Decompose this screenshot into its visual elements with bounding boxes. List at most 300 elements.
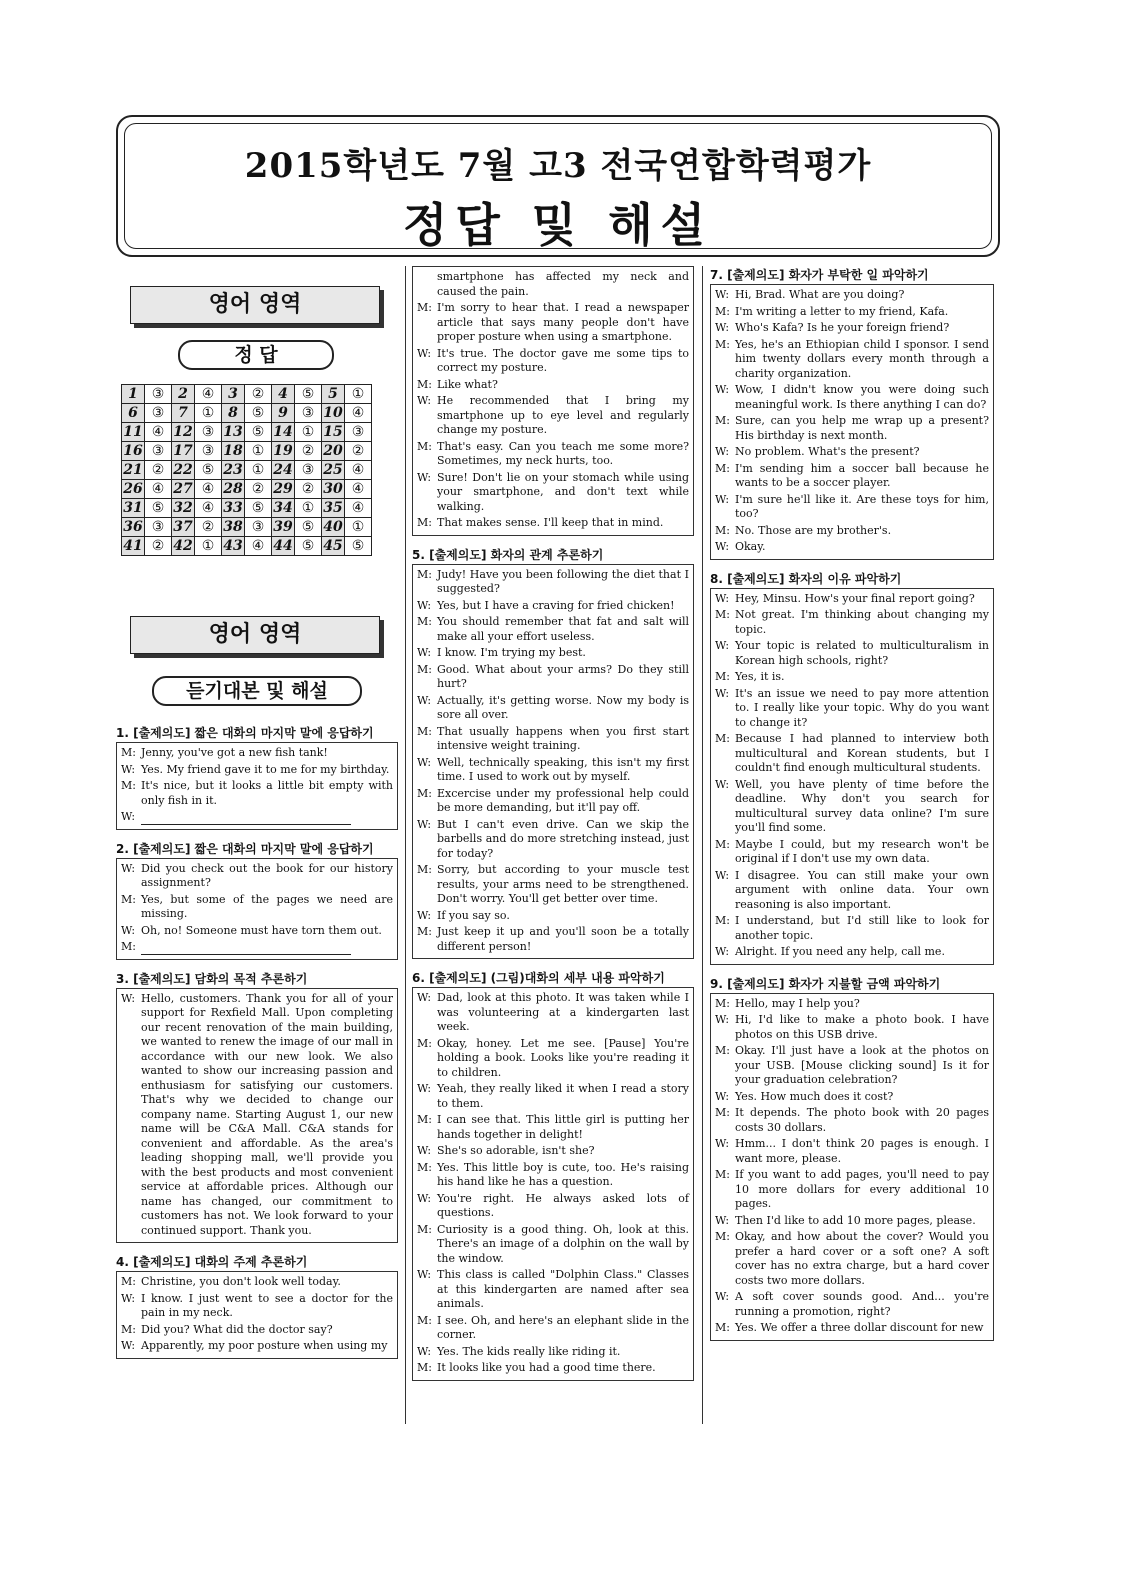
- answer-mark: ③: [145, 385, 172, 404]
- dialogue-line: [417, 1345, 689, 1360]
- dialogue-line: [715, 321, 989, 336]
- answer-mark: ⑤: [195, 461, 222, 480]
- question-number: 28: [223, 481, 243, 497]
- dialogue-line: [417, 863, 689, 907]
- question-number: 8: [222, 404, 245, 423]
- speaker-label: M:: [715, 1044, 730, 1057]
- question-heading: 2. [출제의도] 짧은 대화의 마지막 말에 응답하기: [116, 841, 374, 856]
- speaker-label: W:: [715, 288, 730, 301]
- line-text: Not great. I'm thinking about changing my topic.: [735, 608, 989, 636]
- dialogue-line: [417, 378, 689, 393]
- answer-mark: ②: [195, 518, 222, 537]
- speaker-label: W:: [121, 1339, 136, 1352]
- dialogue-line: [417, 1082, 689, 1111]
- answer-blank: [141, 943, 351, 955]
- dialogue-line: [715, 524, 989, 539]
- line-text: Alright. If you need any help, call me.: [735, 945, 945, 958]
- speaker-label: W:: [417, 693, 432, 707]
- dialogue-line: [417, 615, 689, 644]
- line-text: No problem. What's the present?: [735, 445, 920, 458]
- speaker-label: W:: [715, 591, 730, 605]
- answer-mark: ①: [245, 442, 272, 461]
- dialogue-line: [417, 516, 689, 531]
- line-text: Yes. We offer a three dollar discount for new: [735, 1321, 984, 1334]
- line-text: Then I'd like to add 10 more pages, please.: [735, 1213, 976, 1227]
- speaker-label: W:: [715, 1089, 730, 1103]
- speaker-label: M:: [417, 786, 432, 800]
- question-number: 10: [323, 405, 343, 421]
- dialogue-line: [715, 639, 989, 668]
- question-number: 23: [223, 462, 243, 478]
- dialogue-line: [417, 1361, 689, 1376]
- dialogue-line: [715, 540, 989, 555]
- line-text: Yeah, they really liked it when I read a story to them.: [437, 1082, 689, 1110]
- line-text: I see. Oh, and here's an elephant slide in the corner.: [437, 1313, 689, 1341]
- line-text: I know. I just went to see a doctor for the pain in my neck.: [141, 1291, 393, 1319]
- speaker-label: M:: [417, 1361, 432, 1374]
- line-text: I know. I'm trying my best.: [437, 646, 586, 659]
- answer-mark: ③: [295, 404, 322, 423]
- line-text: But I can't even drive. Can we skip the barbells and do more stretching instead, just for today?: [437, 817, 689, 860]
- line-text: Okay, honey. Let me see. [Pause] You're holding a book. Looks like you're reading it to children.: [437, 1036, 689, 1079]
- dialogue-box: [116, 988, 398, 1244]
- question-number: 30: [323, 481, 343, 497]
- speaker-label: M:: [417, 301, 432, 314]
- question-number: 29: [273, 481, 293, 497]
- line-text: Okay, and how about the cover? Would you prefer a hard cover or a soft one? A soft cover has no extra charge, but a hard cover costs two more dollars.: [735, 1230, 989, 1287]
- dialogue-line: [715, 670, 989, 685]
- question-heading: 6. [출제의도] (그림)대화의 세부 내용 파악하기: [412, 971, 665, 985]
- dialogue-line: [715, 383, 989, 412]
- dialogue-line: [715, 997, 989, 1012]
- question-number: 45: [323, 538, 343, 554]
- question-number: 1: [122, 385, 145, 404]
- dialogue-line: [417, 270, 689, 299]
- speaker-label: M:: [715, 608, 730, 621]
- answer-mark: ①: [245, 461, 272, 480]
- dialogue-line: [417, 1113, 689, 1142]
- question-number: 18: [223, 443, 243, 459]
- line-text: Maybe I could, but my research won't be original if I don't use my own data.: [735, 837, 989, 865]
- answer-mark: ③: [145, 518, 172, 537]
- question-heading: 1. [출제의도] 짧은 대화의 마지막 말에 응답하기: [116, 726, 374, 740]
- question-number: 12: [173, 424, 193, 440]
- page-title: 2015학년도 7월 고3 전국연합학력평가: [244, 146, 872, 186]
- question-number: 44: [273, 538, 293, 554]
- speaker-label: M:: [417, 863, 432, 876]
- dialogue-line: [417, 599, 689, 614]
- line-text: Sure, can you help me wrap up a present? His birthday is next month.: [735, 414, 989, 442]
- dialogue-line: [715, 945, 989, 960]
- line-text: Well, you have plenty of time before the deadline. Why don't you search for multicultural survey data online? I'm sure you'll find some.: [735, 777, 989, 834]
- speaker-label: W:: [715, 639, 730, 652]
- question-number: 34: [273, 500, 293, 516]
- answer-mark: ⑤: [245, 404, 272, 423]
- speaker-label: M:: [715, 1230, 730, 1243]
- col2-questions: [412, 546, 694, 1381]
- speaker-label: W:: [417, 1082, 432, 1095]
- dialogue-line: [417, 1161, 689, 1190]
- answer-mark: ①: [295, 499, 322, 518]
- speaker-label: M:: [417, 439, 432, 453]
- question-block: [710, 975, 994, 1341]
- answer-row: [122, 480, 372, 499]
- line-text: Yes, he's an Ethiopian child I sponsor. I send him twenty dollars every month through a charity organization.: [735, 337, 989, 380]
- line-text: Your topic is related to multiculturalism in Korean high schools, right?: [735, 639, 989, 667]
- question-number: 16: [123, 443, 143, 459]
- speaker-label: W:: [121, 762, 136, 776]
- speaker-label: W:: [417, 646, 432, 659]
- question-number: 43: [223, 538, 243, 554]
- speaker-label: M:: [417, 567, 432, 581]
- speaker-label: M:: [121, 1322, 136, 1336]
- question-number: 20: [323, 443, 343, 459]
- dialogue-line: [121, 779, 393, 808]
- question-number: 36: [123, 519, 143, 535]
- line-text: You should remember that fat and salt will make all your effort useless.: [437, 615, 689, 643]
- line-text: Hello, customers. Thank you for all of your support for Rexfield Mall. Upon completing our recent renovation of the main building, we wanted to renew the image of our mall in accordance with our new look. We also wanted to show our increasing passion and enthusiasm for satisfying our customers. That's why we decided to change our company name. Starting August 1, our new name will be C&A Mall. C&A stands for convenient and affordable. As the area's leading shopping mall, we'll provide you with the best products and most convenient service at affordable prices. Although our name has changed, our commitment to customers has not. We look forward to your continued support. Thank you.: [141, 991, 393, 1237]
- dialogue-line: [417, 663, 689, 692]
- speaker-label: M:: [715, 914, 730, 927]
- dialogue-line: [121, 746, 393, 761]
- dialogue-line: [121, 862, 393, 891]
- line-text: He recommended that I bring my smartphone up to eye level and regularly change my posture.: [437, 394, 689, 436]
- section-title-english: 영어 영역: [130, 286, 380, 324]
- question-block: [116, 840, 398, 960]
- dialogue-line: [121, 940, 393, 955]
- answer-mark: ④: [145, 480, 172, 499]
- speaker-label: W:: [121, 1291, 136, 1305]
- answer-mark: ②: [295, 442, 322, 461]
- question-number: 15: [323, 424, 343, 440]
- speaker-label: M:: [417, 377, 432, 391]
- question-number: 19: [273, 443, 293, 459]
- question-number: 4: [272, 385, 295, 404]
- question-number: 3: [222, 385, 245, 404]
- answer-row: [122, 499, 372, 518]
- question-number: 38: [223, 519, 243, 535]
- column-1: [116, 266, 398, 1359]
- speaker-label: W:: [417, 598, 432, 612]
- speaker-label: M:: [715, 670, 730, 683]
- line-text: [141, 940, 393, 955]
- question-heading: 9. [출제의도] 화자가 지불할 금액 파악하기: [710, 976, 941, 991]
- question-number: 33: [223, 500, 243, 516]
- dialogue-line: [715, 1290, 989, 1319]
- question-number: 11: [123, 424, 143, 440]
- script-pill: 듣기대본 및 해설: [152, 676, 362, 706]
- dialogue-line: [715, 608, 989, 637]
- line-text: Sure! Don't lie on your stomach while using your smartphone, and don't text while walking.: [437, 470, 689, 513]
- speaker-label: W:: [715, 321, 730, 334]
- line-text: I can see that. This little girl is putting her hands together in delight!: [437, 1113, 689, 1141]
- line-text: Jenny, you've got a new fish tank!: [141, 746, 328, 759]
- speaker-label: M:: [121, 1275, 136, 1288]
- speaker-label: M:: [715, 732, 730, 745]
- line-text: Wow, I didn't know you were doing such meaningful work. Is there anything I can do?: [735, 383, 989, 411]
- question-block: [710, 570, 994, 965]
- speaker-label: W:: [715, 686, 730, 700]
- dialogue-line: [715, 1137, 989, 1166]
- line-text: Dad, look at this photo. It was taken while I was volunteering at a kindergarten last week.: [437, 991, 689, 1033]
- speaker-label: W:: [715, 1013, 730, 1026]
- line-text: Hi, Brad. What are you doing?: [735, 288, 905, 301]
- line-text: It depends. The photo book with 20 pages costs 30 dollars.: [735, 1106, 989, 1134]
- answer-row: [122, 518, 372, 537]
- dialogue-line: [417, 568, 689, 597]
- dialogue-line: [715, 687, 989, 731]
- line-text: I'm sure he'll like it. Are these toys for him, too?: [735, 492, 989, 520]
- answer-row: [122, 385, 372, 404]
- answer-row: [122, 423, 372, 442]
- dialogue-line: [417, 646, 689, 661]
- line-text: Because I had planned to interview both multicultural and Korean students, but I couldn't find enough multicultural students.: [735, 732, 989, 774]
- speaker-label: M:: [715, 996, 730, 1010]
- answer-table: [121, 384, 372, 556]
- col3-questions: [710, 266, 994, 1341]
- dialogue-line: [715, 1321, 989, 1336]
- line-text: Christine, you don't look well today.: [141, 1275, 341, 1288]
- speaker-label: M:: [417, 516, 432, 529]
- line-text: [141, 810, 393, 825]
- speaker-label: W:: [417, 1344, 432, 1358]
- dialogue-line: [121, 1292, 393, 1321]
- answer-mark: ①: [345, 385, 372, 404]
- answers-pill: 정 답: [178, 340, 334, 370]
- line-text: Hello, may I help you?: [735, 996, 860, 1010]
- speaker-label: W:: [417, 394, 432, 407]
- question-number: 6: [122, 404, 145, 423]
- speaker-label: W:: [121, 991, 136, 1005]
- dialogue-line: [121, 1339, 393, 1354]
- answer-mark: ④: [145, 423, 172, 442]
- line-text: Hey, Minsu. How's your final report going?: [735, 591, 975, 605]
- speaker-label: W:: [417, 470, 432, 484]
- line-text: It's true. The doctor gave me some tips to correct my posture.: [437, 346, 689, 374]
- speaker-label: W:: [121, 923, 136, 937]
- speaker-label: M:: [121, 746, 136, 759]
- question-number: 21: [123, 462, 143, 478]
- line-text: That makes sense. I'll keep that in mind.: [437, 516, 664, 529]
- answer-mark: ②: [245, 480, 272, 499]
- question-block: [412, 969, 694, 1381]
- dialogue-line: [715, 1230, 989, 1288]
- dialogue-box: [116, 858, 398, 960]
- speaker-label: M:: [417, 925, 432, 938]
- answer-row: [122, 442, 372, 461]
- speaker-label: W:: [417, 908, 432, 922]
- answer-mark: ②: [295, 480, 322, 499]
- dialogue-line: [715, 778, 989, 836]
- speaker-label: M:: [121, 779, 136, 792]
- speaker-label: W:: [715, 540, 730, 553]
- answer-mark: ④: [195, 499, 222, 518]
- speaker-label: M:: [715, 1106, 730, 1119]
- dialogue-box: [710, 993, 994, 1341]
- line-text: Just keep it up and you'll soon be a totally different person!: [437, 925, 689, 953]
- dialogue-box: [412, 987, 694, 1381]
- dialogue-line: [417, 440, 689, 469]
- dialogue-line: [121, 992, 393, 1239]
- answer-mark: ⑤: [145, 499, 172, 518]
- answer-mark: ②: [345, 442, 372, 461]
- speaker-label: M:: [715, 337, 730, 351]
- question-block: [412, 546, 694, 960]
- speaker-label: M:: [417, 662, 432, 676]
- line-text: This class is called "Dolphin Class." Classes at this kindergarten are named after sea animals.: [437, 1268, 689, 1310]
- answer-mark: ④: [195, 385, 222, 404]
- question-number: 7: [172, 404, 195, 423]
- dialogue-box: [710, 284, 994, 560]
- line-text: Yes. The kids really like riding it.: [437, 1344, 621, 1358]
- answer-mark: ②: [245, 385, 272, 404]
- speaker-label: M:: [715, 414, 730, 427]
- answer-mark: ⑤: [295, 385, 322, 404]
- answer-mark: ①: [345, 518, 372, 537]
- question-number: 17: [173, 443, 193, 459]
- answer-mark: ④: [245, 537, 272, 556]
- speaker-label: M:: [715, 461, 730, 475]
- answer-blank: [141, 813, 351, 825]
- line-text: Hmm... I don't think 20 pages is enough. I want more, please.: [735, 1137, 989, 1165]
- dialogue-line: [417, 471, 689, 515]
- question-heading: 5. [출제의도] 화자의 관계 추론하기: [412, 547, 604, 562]
- page-header-inner: [124, 123, 992, 252]
- speaker-label: W:: [417, 1268, 432, 1281]
- answer-mark: ④: [345, 404, 372, 423]
- dialogue-line: [417, 1144, 689, 1159]
- dialogue-line: [417, 347, 689, 376]
- question-number: 25: [323, 462, 343, 478]
- line-text: It's an issue we need to pay more attention to. I really like your topic. Why do you want to change it?: [735, 686, 989, 729]
- line-text: Yes, but I have a craving for fried chicken!: [437, 598, 675, 612]
- dialogue-line: [417, 1192, 689, 1221]
- answer-mark: ③: [245, 518, 272, 537]
- dialogue-line: [715, 592, 989, 607]
- speaker-label: W:: [715, 492, 730, 506]
- dialogue-line: [417, 909, 689, 924]
- answer-mark: ⑤: [345, 537, 372, 556]
- dialogue-line: [121, 1323, 393, 1338]
- question-number: 26: [123, 481, 143, 497]
- question-number: 39: [273, 519, 293, 535]
- dialogue-line: [715, 1044, 989, 1088]
- answer-mark: ②: [145, 537, 172, 556]
- question-number: 40: [323, 519, 343, 535]
- question-number: 24: [273, 462, 293, 478]
- dialogue-line: [715, 493, 989, 522]
- answer-mark: ④: [345, 461, 372, 480]
- question-number: 32: [173, 500, 193, 516]
- dialogue-line: [417, 1223, 689, 1267]
- speaker-label: W:: [417, 991, 432, 1004]
- page-header: [116, 115, 1000, 257]
- speaker-label: M:: [121, 892, 136, 906]
- dialogue-line: [417, 694, 689, 723]
- dialogue-box: [116, 1271, 398, 1359]
- dialogue-line: [715, 1090, 989, 1105]
- question-number: 2: [172, 385, 195, 404]
- line-text: I'm sorry to hear that. I read a newspaper article that says many people don't have proper posture when using a smartphone.: [437, 301, 689, 343]
- speaker-label: W:: [417, 1144, 432, 1157]
- speaker-label: M:: [417, 1222, 432, 1236]
- question-number: 14: [273, 424, 293, 440]
- speaker-label: W:: [715, 383, 730, 396]
- dialogue-line: [417, 925, 689, 954]
- dialogue-line: [715, 414, 989, 443]
- dialogue-line: [417, 1037, 689, 1081]
- speaker-label: W:: [715, 868, 730, 882]
- dialogue-line: [417, 1314, 689, 1343]
- answer-mark: ③: [195, 442, 222, 461]
- answer-mark: ⑤: [245, 499, 272, 518]
- speaker-label: W:: [417, 346, 432, 360]
- speaker-label: M:: [715, 1321, 730, 1334]
- question-number: 42: [173, 538, 193, 554]
- line-text: Did you check out the book for our history assignment?: [141, 861, 393, 889]
- dialogue-line: [715, 305, 989, 320]
- speaker-label: W:: [715, 777, 730, 791]
- q4-continuation: [412, 266, 694, 536]
- line-text: Actually, it's getting worse. Now my body is sore all over.: [437, 693, 689, 721]
- line-text: She's so adorable, isn't she?: [437, 1144, 595, 1157]
- dialogue-box: [116, 742, 398, 830]
- speaker-label: M:: [715, 1168, 730, 1181]
- speaker-label: M:: [417, 1036, 432, 1050]
- line-text: I'm sending him a soccer ball because he wants to be a soccer player.: [735, 461, 989, 489]
- line-text: Excercise under my professional help could be more demanding, but it'll pay off.: [437, 786, 689, 814]
- line-text: I'm writing a letter to my friend, Kafa.: [735, 304, 949, 318]
- column-divider-2: [702, 266, 703, 1424]
- line-text: Well, technically speaking, this isn't my first time. I used to work out by myself.: [437, 755, 689, 783]
- answer-mark: ④: [345, 480, 372, 499]
- line-text: Yes. This little boy is cute, too. He's raising his hand like he has a question.: [437, 1160, 689, 1188]
- answer-mark: ③: [345, 423, 372, 442]
- question-block: [116, 1253, 398, 1359]
- dialogue-line: [715, 732, 989, 776]
- line-text: It's nice, but it looks a little bit empty with only fish in it.: [141, 779, 393, 807]
- line-text: If you say so.: [437, 908, 510, 922]
- question-block: [116, 970, 398, 1244]
- dialogue-line: [715, 1013, 989, 1042]
- answer-row: [122, 537, 372, 556]
- line-text: It looks like you had a good time there.: [437, 1361, 656, 1374]
- dialogue-line: [417, 394, 689, 438]
- line-text: Who's Kafa? Is he your foreign friend?: [735, 321, 950, 334]
- speaker-label: [417, 270, 437, 299]
- line-text: That usually happens when you first start intensive weight training.: [437, 724, 689, 752]
- dialogue-line: [715, 838, 989, 867]
- answer-mark: ④: [195, 480, 222, 499]
- dialogue-line: [121, 810, 393, 825]
- dialogue-line: [715, 869, 989, 913]
- speaker-label: M:: [417, 1160, 432, 1174]
- question-number: 37: [173, 519, 193, 535]
- question-heading: 8. [출제의도] 화자의 이유 파악하기: [710, 571, 902, 586]
- dialogue-line: [121, 763, 393, 778]
- section-title-english-2: 영어 영역: [130, 616, 380, 654]
- dialogue-line: [417, 787, 689, 816]
- dialogue-line: [417, 301, 689, 345]
- dialogue-box: [412, 564, 694, 960]
- dialogue-box: [710, 588, 994, 965]
- line-text: I disagree. You can still make your own argument with online data. Your own reasoning is also important.: [735, 868, 989, 911]
- line-text: That's easy. Can you teach me some more? Sometimes, my neck hurts, too.: [437, 439, 689, 467]
- speaker-label: M:: [417, 1313, 432, 1327]
- dialogue-line: [121, 924, 393, 939]
- answer-mark: ③: [145, 404, 172, 423]
- answer-mark: ⑤: [295, 537, 322, 556]
